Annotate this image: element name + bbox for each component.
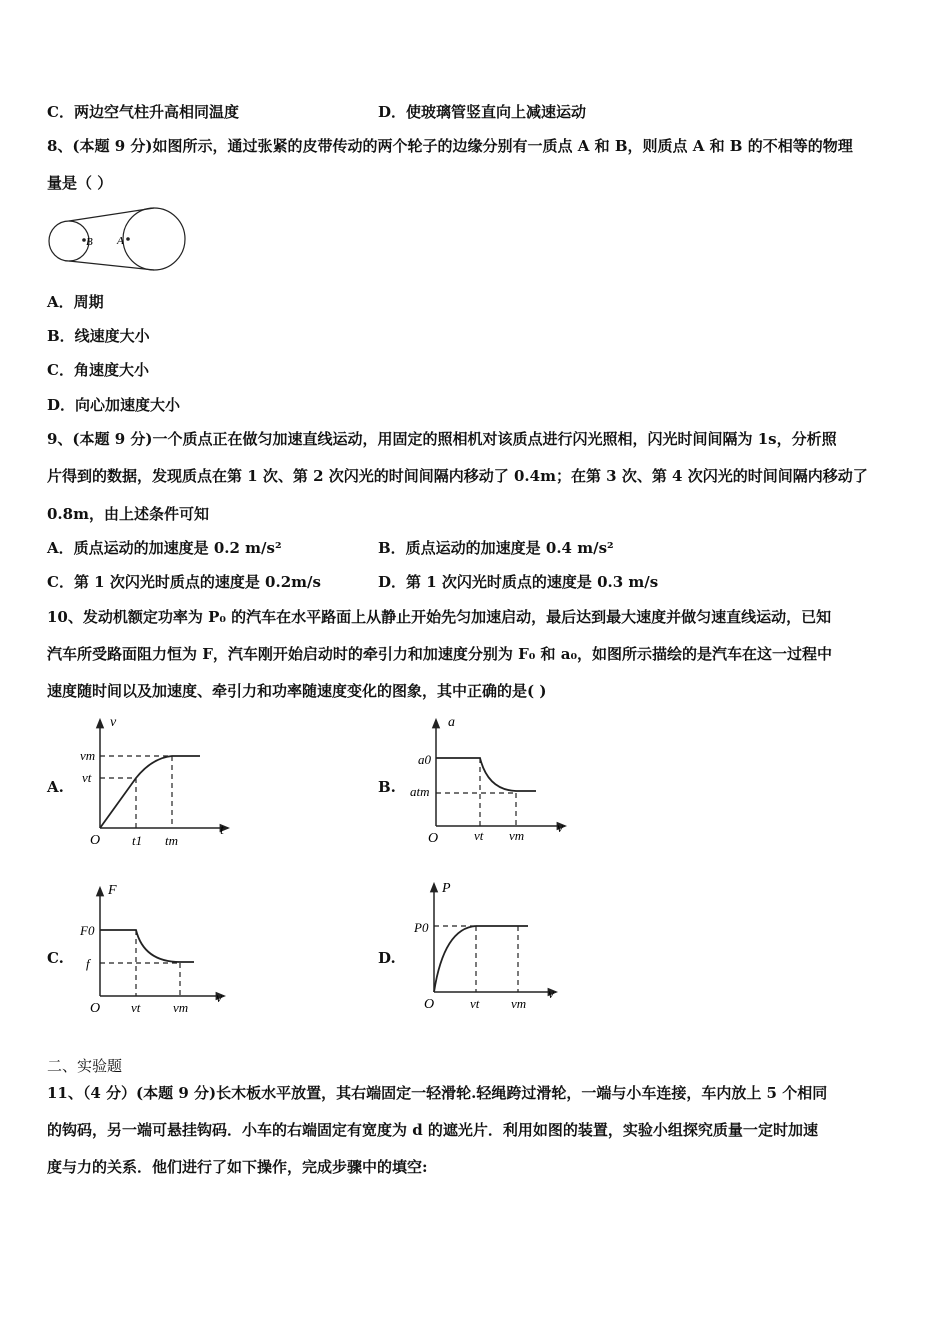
graph-b-xtick-vt: vt [474,828,484,843]
q7-option-c: C．两边空气柱升高相同温度 [47,103,239,121]
graph-d-origin-label: O [424,997,435,1012]
q8-option-b: B．线速度大小 [47,327,150,345]
q8-option-a: A．周期 [47,293,104,311]
graph-d-x-axis-label: v [548,987,555,1002]
graph-a-origin-label: O [90,833,101,848]
graph-a-xtick-tm: tm [165,833,178,848]
graph-c-xtick-vm: vm [173,1000,189,1015]
q9-stem-line1: 9、(本题 9 分)一个质点正在做匀加速直线运动，用固定的照相机对该质点进行闪光照相，闪光时间间隔为 1s，分析照 [47,430,837,448]
q10-option-d-label: D. [378,949,396,967]
point-b-label: B [86,236,93,248]
q8-stem-line1: 8、(本题 9 分)如图所示，通过张紧的皮带传动的两个轮子的边缘分别有一质点 A 和 B，则质点 A 和 B 的不相等的物理 [47,137,853,155]
q10-option-b-label: B. [378,778,396,796]
graph-d-power-velocity [408,878,568,1018]
graph-b-x-axis-label: v [557,821,564,836]
q8-stem-line2: 量是（ ） [47,174,113,192]
q9-option-d: D．第 1 次闪光时质点的速度是 0.3 m/s [378,573,659,591]
graph-d-xtick-vm: vm [511,996,527,1011]
graph-a-ytick-vt: vt [82,770,92,785]
belt-pulley-figure [44,206,189,272]
q11-stem-line3: 度与力的关系．他们进行了如下操作，完成步骤中的填空: [47,1158,428,1176]
graph-d-y-axis-label: P [442,881,451,896]
q8-option-c: C．角速度大小 [47,361,149,379]
graph-b-ytick-atm: atm [410,784,430,799]
graph-a-ytick-vm: vm [80,748,96,763]
point-a-label: A [117,235,124,247]
q10-option-a-label: A. [47,778,64,796]
q10-stem-line3: 速度随时间以及加速度、牵引力和功率随速度变化的图象，其中正确的是( ) [47,682,547,700]
graph-a-y-axis-label: v [110,715,117,730]
graph-b-ytick-a0: a0 [418,752,431,767]
graph-b-y-axis-label: a [448,715,455,730]
q9-option-c: C．第 1 次闪光时质点的速度是 0.2m/s [47,573,321,591]
graph-d-ytick-p0: P0 [414,920,429,935]
q9-stem-line2: 片得到的数据，发现质点在第 1 次、第 2 次闪光的时间间隔内移动了 0.4m；在第 3 次、第 4 次闪光的时间间隔内移动了 [47,467,868,485]
q9-option-b: B．质点运动的加速度是 0.4 m/s² [378,539,614,557]
graph-c-force-velocity [76,882,236,1022]
graph-c-ytick-f0: F0 [80,923,95,938]
graph-c-x-axis-label: v [216,991,223,1006]
graph-a-x-axis-label: t [220,823,224,838]
q9-option-a: A．质点运动的加速度是 0.2 m/s² [47,539,282,557]
graph-c-y-axis-label: F [108,883,117,898]
q10-option-c-label: C. [47,949,64,967]
graph-d-xtick-vt: vt [470,996,480,1011]
q11-stem-line1: 11、（4 分）(本题 9 分)长木板水平放置，其右端固定一轻滑轮.轻绳跨过滑轮，一端与小车连接，车内放上 5 个相同 [47,1084,828,1102]
graph-a-velocity-time [76,714,236,854]
q9-stem-line3: 0.8m，由上述条件可知 [47,505,209,523]
q8-option-d: D．向心加速度大小 [47,396,181,414]
q10-stem-line2: 汽车所受路面阻力恒为 F，汽车刚开始启动时的牵引力和加速度分别为 F₀ 和 a₀，如图所示描绘的是汽车在这一过程中 [47,645,833,663]
graph-c-ytick-f: f [86,956,90,971]
q7-option-d: D．使玻璃管竖直向上减速运动 [378,103,587,121]
graph-c-origin-label: O [90,1001,101,1016]
graph-b-xtick-vm: vm [509,828,525,843]
graph-b-origin-label: O [428,831,439,846]
graph-b-acceleration-velocity [408,714,573,854]
section-experiment-title: 二、实验题 [47,1057,123,1075]
q10-stem-line1: 10、发动机额定功率为 P₀ 的汽车在水平路面上从静止开始先匀加速启动，最后达到最大速度并做匀速直线运动，已知 [47,608,832,626]
graph-a-xtick-t1: t1 [132,833,143,848]
q11-stem-line2: 的钩码，另一端可悬挂钩码．小车的右端固定有宽度为 d 的遮光片．利用如图的装置，实验小组探究质量一定时加速 [47,1121,818,1139]
graph-c-xtick-vt: vt [131,1000,141,1015]
